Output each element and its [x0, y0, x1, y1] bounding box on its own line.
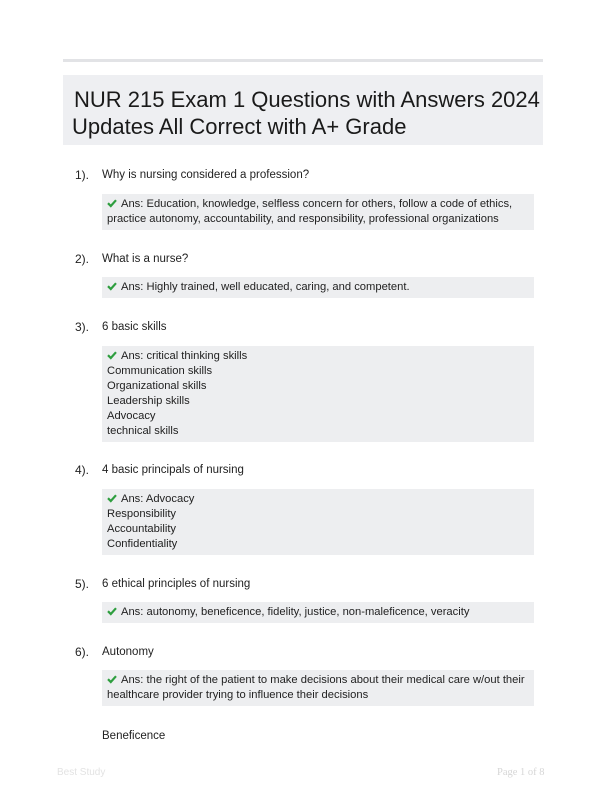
check-icon: [107, 350, 117, 360]
question-text: 4 basic principals of nursing: [102, 464, 244, 476]
check-icon: [107, 674, 117, 684]
question-number: 3).: [75, 320, 90, 334]
page-indicator: Page 1 of 8: [497, 767, 545, 778]
answer-text: practice autonomy, accountability, and responsibility, professional organizations: [107, 213, 499, 225]
question-number: 6).: [75, 645, 90, 659]
document-title-box: [63, 75, 543, 145]
answer-text: Ans: Advocacy: [121, 493, 195, 505]
check-icon: [107, 281, 117, 291]
question-number: 2).: [75, 252, 90, 266]
question-text: Autonomy: [102, 646, 154, 658]
answer-box: [102, 277, 534, 298]
answer-box: [102, 194, 534, 230]
answer-text: Ans: critical thinking skills: [121, 350, 248, 362]
question-text: Why is nursing considered a profession?: [102, 169, 310, 181]
answer-text: Ans: Education, knowledge, selfless concern for others, follow a code of ethics,: [121, 198, 513, 210]
check-icon: [107, 198, 117, 208]
question-text: 6 ethical principles of nursing: [102, 578, 251, 590]
footer-watermark: Best Study: [57, 767, 106, 778]
answer-text: Organizational skills: [107, 380, 207, 392]
answer-box: [102, 489, 534, 555]
answer-box: [102, 346, 534, 442]
check-icon: [107, 493, 117, 503]
answer-text: Ans: the right of the patient to make decisions about their medical care w/out their: [121, 674, 525, 686]
title-line-1: NUR 215 Exam 1 Questions with Answers 2024: [74, 87, 540, 112]
answer-box: [102, 670, 534, 706]
answer-text: Leadership skills: [107, 395, 190, 407]
question-number: 4).: [75, 463, 90, 477]
answer-text: Communication skills: [107, 365, 213, 377]
title-line-2: Updates All Correct with A+ Grade: [72, 114, 407, 139]
question-text: 6 basic skills: [102, 321, 167, 333]
document-title: [72, 86, 543, 140]
answer-text: Responsibility: [107, 508, 177, 520]
answer-text: Accountability: [107, 523, 177, 535]
question-number: 1).: [75, 168, 90, 182]
answer-text: Ans: Highly trained, well educated, caring, and competent.: [121, 281, 410, 293]
answer-text: Ans: autonomy, beneficence, fidelity, justice, non-maleficence, veracity: [121, 606, 470, 618]
answer-text: Advocacy: [107, 410, 156, 422]
check-icon: [107, 606, 117, 616]
answer-text: healthcare provider trying to influence their decisions: [107, 689, 369, 701]
question-text: Beneficence: [102, 730, 166, 742]
answer-box: [102, 602, 534, 623]
question-text: What is a nurse?: [102, 253, 189, 265]
answer-text: Confidentiality: [107, 538, 178, 550]
question-number: 5).: [75, 577, 90, 591]
answer-text: technical skills: [107, 425, 179, 437]
top-divider: [63, 59, 543, 62]
